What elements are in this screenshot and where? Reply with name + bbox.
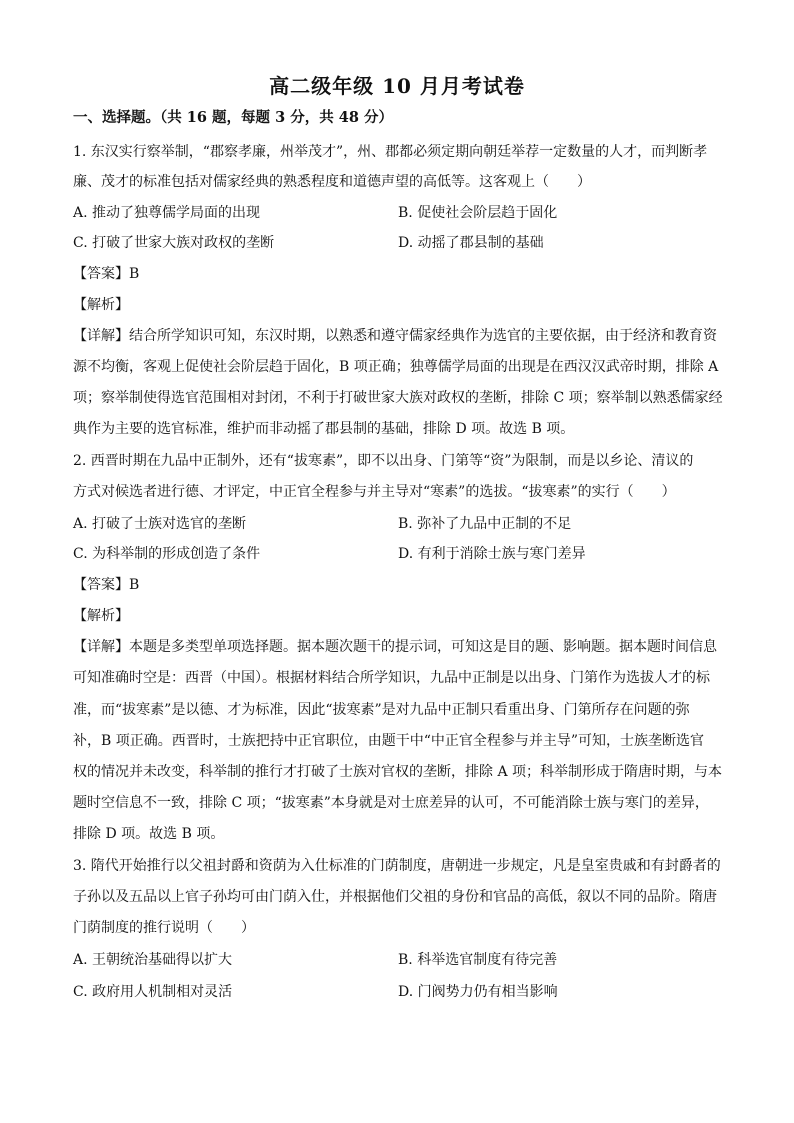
q2-answer: 【答案】B [73, 577, 140, 593]
q1-detail-line-4: 典作为主要的选官标准，维护而非动摇了郡县制的基础，排除 D 项。故选 B 项。 [73, 421, 575, 437]
q2-stem-line-1: 2. 西晋时期在九品中正制外，还有“拔寒素”，即不以出身、门第等“资”为限制，而是以乡论、清议的 [73, 453, 694, 469]
q2-detail-line-5: 权的情况并未改变，科举制的推行才打破了士族对官权的垄断，排除 A 项；科举制形成于隋唐时期，与本 [73, 764, 723, 780]
q3-stem-line-3: 门荫制度的推行说明（ ） [73, 920, 255, 936]
q2-detail-line-1: 【详解】本题是多类型单项选择题。据本题次题干的提示词，可知这是目的题、影响题。据本题时间信息 [73, 639, 717, 655]
q2-option-c: C. 为科举制的形成创造了条件 [73, 546, 261, 562]
q3-stem-line-1: 3. 隋代开始推行以父祖封爵和资荫为入仕标准的门荫制度，唐朝进一步规定，凡是皇室贵戚和有封爵者的 [73, 858, 721, 874]
q1-answer: 【答案】B [73, 266, 140, 282]
q1-option-b: B. 促使社会阶层趋于固化 [398, 205, 558, 221]
q1-option-a: A. 推动了独尊儒学局面的出现 [73, 205, 261, 221]
q1-stem-line-1: 1. 东汉实行察举制，“郡察孝廉，州举茂才”，州、郡都必须定期向朝廷举荐一定数量的人才，而判断孝 [73, 144, 708, 160]
q2-detail-line-6: 题时空信息不一致，排除 C 项；“拔寒素”本身就是对士庶差异的认可，不可能消除士族与寒门的差异， [73, 795, 709, 811]
q2-stem-line-2: 方式对候选者进行德、才评定，中正官全程参与并主导对“寒素”的选拔。“拔寒素”的实行（ ） [73, 484, 676, 500]
q2-analysis-label: 【解析】 [73, 608, 129, 624]
q3-option-a: A. 王朝统治基础得以扩大 [73, 952, 233, 968]
q2-option-d: D. 有利于消除士族与寒门差异 [398, 546, 586, 562]
q1-option-d: D. 动摇了郡县制的基础 [398, 235, 544, 251]
q3-stem-line-2: 子孙以及五品以上官子孙均可由门荫入仕，并根据他们父祖的身份和官品的高低，叙以不同的品阶。隋唐 [73, 889, 717, 905]
q1-analysis-label: 【解析】 [73, 297, 129, 313]
q1-stem-line-2: 廉、茂才的标准包括对儒家经典的熟悉程度和道德声望的高低等。这客观上（ ） [73, 174, 591, 190]
q2-option-b: B. 弥补了九品中正制的不足 [398, 516, 572, 532]
q3-option-c: C. 政府用人机制相对灵活 [73, 984, 233, 1000]
q3-option-d: D. 门阀势力仍有相当影响 [398, 984, 558, 1000]
q1-detail-line-2: 源不均衡，客观上促使社会阶层趋于固化，B 项正确；独尊儒学局面的出现是在西汉汉武帝时期，排除 A [73, 359, 719, 375]
section-heading: 一、选择题。（共 16 题，每题 3 分，共 48 分） [73, 109, 393, 126]
q2-option-a: A. 打破了士族对选官的垄断 [73, 516, 247, 532]
q2-detail-line-3: 准，而“拔寒素”是以德、才为标准，因此“拔寒素”是对九品中正制只看重出身、门第所存在问题的弥 [73, 702, 690, 718]
q1-option-c: C. 打破了世家大族对政权的垄断 [73, 235, 275, 251]
page-title: 高二级年级 10 月月考试卷 [269, 74, 525, 98]
q1-detail-line-1: 【详解】结合所学知识可知，东汉时期，以熟悉和遵守儒家经典作为选官的主要依据，由于经济和教育资 [73, 328, 717, 344]
q2-detail-line-7: 排除 D 项。故选 B 项。 [73, 826, 225, 842]
q2-detail-line-4: 补，B 项正确。西晋时，士族把持中正官职位，由题干中“中正官全程参与并主导”可知，士族垄断选官 [73, 733, 705, 749]
q3-option-b: B. 科举选官制度有待完善 [398, 952, 558, 968]
q2-detail-line-2: 可知准确时空是：西晋（中国）。根据材料结合所学知识，九品中正制是以出身、门第作为选拔人才的标 [73, 670, 710, 686]
q1-detail-line-3: 项；察举制使得选官范围相对封闭，不利于打破世家大族对政权的垄断，排除 C 项；察举制以熟悉儒家经 [73, 390, 723, 406]
